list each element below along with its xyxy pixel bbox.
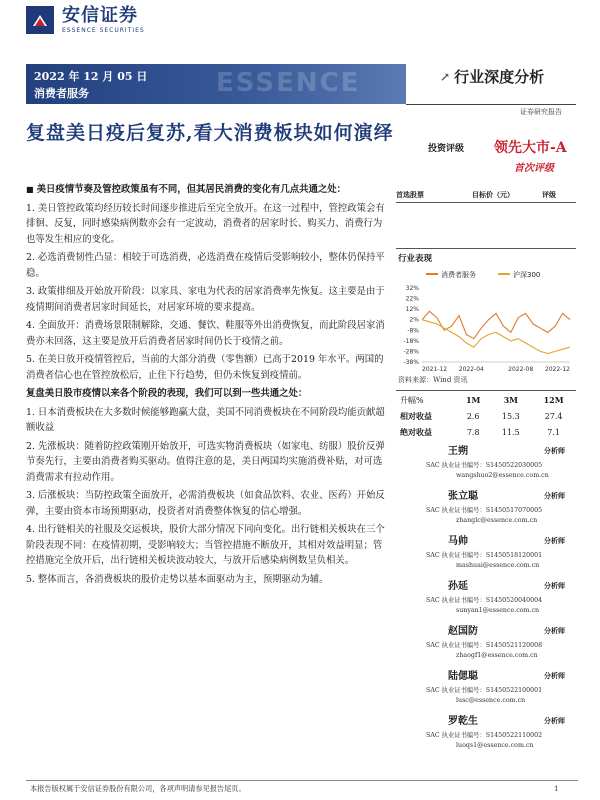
table-row: 相对收益 2.6 15.3 27.4 [400, 410, 563, 421]
analyst-role: 分析师 [544, 446, 565, 455]
analyst-role: 分析师 [544, 491, 565, 500]
analyst-card [396, 620, 578, 665]
y-tick-label: 22% [405, 295, 419, 303]
analyst-card [396, 530, 578, 575]
logo-mark-icon [26, 6, 56, 34]
section-rule [396, 248, 576, 249]
section-heading-2: 复盘美日股市疫情以来各个阶段的表现，我们可以到一些共通之处： [26, 388, 308, 399]
series-line [422, 311, 570, 338]
analyst-name: 赵国防 [448, 626, 478, 637]
paragraph: 4. 全面放开：消费场景限制解除，交通、餐饮、鞋服等外出消费恢复，而此阶段居家消费亦未回落，这主要是放开后消费者居家时间仍长于疫情之前。 [26, 320, 385, 347]
analyst-email[interactable]: sunyan1@essence.com.cn [456, 607, 540, 614]
rating-label: 投资评级 [428, 144, 465, 154]
analyst-sac: SAC 执业证书编号：S1450517070005 [426, 507, 543, 514]
analyst-card [396, 575, 578, 620]
paragraph: 5. 整体而言，各消费板块的股价走势以基本面驱动为主，预期驱动为辅。 [26, 573, 329, 585]
paragraph: 1. 日本消费板块在大多数时候能够跑赢大盘，美国不同消费板块在不同阶段均能贡献超额收益 [26, 406, 385, 433]
chart-source: 资料来源：Wind 资讯 [398, 376, 468, 384]
x-tick-label: 2022-12 [544, 366, 570, 373]
paragraph: 4. 出行链相关的社服及交运板块，股价大部分情况下同向变化。出行链相关板块在三个阶段表现不同：在疫情初期，受影响较大；当管控措施不断放开，其相对效益明显；管控措施完全放开后，出行链相关板块波动较大，与放开后感染病例数呈负相关。 [26, 524, 385, 566]
analyst-role: 分析师 [544, 536, 565, 545]
table-header-12m: 12M [543, 395, 564, 405]
analyst-role: 分析师 [544, 671, 565, 680]
report-summary [26, 182, 388, 590]
stock-col-name: 首选股票 [396, 190, 424, 199]
analyst-sac: SAC 执业证书编号：S1450521120008 [426, 642, 543, 649]
y-tick-label: 32% [405, 285, 419, 292]
y-tick-label: 2% [409, 316, 419, 324]
banner-watermark: ESSENCE [216, 68, 361, 98]
report-sector: 消费者服务 [34, 87, 89, 100]
analyst-name: 张立聪 [448, 491, 478, 502]
stock-picks-rule [396, 202, 576, 203]
report-subtype: 证券研究报告 [520, 108, 562, 116]
analyst-list [396, 440, 578, 755]
footer-divider [26, 780, 578, 781]
y-tick-label: -38% [403, 359, 419, 366]
legend-label: 沪深300 [513, 271, 541, 279]
analyst-email[interactable]: lusc@essence.com.cn [456, 697, 526, 704]
report-type [440, 66, 544, 87]
series-line [422, 320, 570, 354]
paragraph: 1. 美日管控政策均经历较长时间逐步推进后至完全放开。在这一过程中，管控政策会有排徊、反复，同时感染病例数亦会有一定波动，消费者的居家时长、购买力、消费行为也等发生相应的变化。 [26, 202, 385, 245]
header-banner [26, 64, 406, 104]
company-logo [26, 6, 145, 34]
analyst-card [396, 665, 578, 710]
table-header-label: 升幅% [400, 395, 424, 405]
y-tick-label: -18% [403, 337, 419, 345]
analyst-sac: SAC 执业证书编号：S1450522030005 [426, 462, 543, 469]
analyst-sac: SAC 执业证书编号：S1450522100001 [426, 687, 543, 694]
performance-table [398, 392, 576, 440]
x-tick-label: 2021-12 [422, 366, 448, 373]
page-number: 1 [554, 784, 559, 793]
analyst-card [396, 440, 578, 485]
table-row: 绝对收益 7.8 11.5 7.1 [400, 426, 560, 437]
chart-line-icon: ↗ [440, 69, 451, 84]
table-header-3m: 3M [503, 395, 518, 405]
analyst-sac: SAC 执业证书编号：S1450518120001 [426, 552, 543, 559]
paragraph: 3. 后涨板块：当防控政策全面放开，必需消费板块（如食品饮料、农业、医药）开始反弹，主要由资本市场预期驱动，投资者对消费整体恢复的信心增强。 [26, 490, 385, 517]
y-tick-label: -28% [403, 348, 419, 356]
industry-performance-title: 行业表现 [398, 254, 433, 264]
paragraph: 5. 在美日放开疫情管控后，当前的大部分消费（零售额）已高于2019 年水平。两国的消费者信心也在管控放松后，止住下行趋势，但仍未恢复到疫情前。 [26, 354, 384, 381]
report-title: 复盘美日疫后复苏,看大消费板块如何演绎 [26, 122, 394, 144]
analyst-role: 分析师 [544, 581, 565, 590]
logo-name-en: ESSENCE SECURITIES [62, 26, 145, 34]
analyst-email[interactable]: zhaogf1@essence.com.cn [456, 652, 538, 659]
analyst-name: 罗乾生 [448, 716, 478, 727]
header-divider [406, 104, 576, 105]
rating-sub: 首次评级 [514, 163, 554, 174]
section-heading-1: ■ 美日疫情节奏及管控政策虽有不同，但其居民消费的变化有几点共通之处： [26, 184, 346, 195]
y-tick-label: -8% [407, 327, 419, 335]
analyst-email[interactable]: wangshuo2@essence.com.cn [456, 472, 549, 479]
performance-chart [398, 266, 576, 374]
legend-label: 消费者服务 [441, 271, 476, 279]
stock-col-rating: 评级 [542, 190, 556, 199]
table-header-row [398, 392, 576, 408]
paragraph: 2. 必选消费韧性凸显：相较于可选消费，必选消费在疫情后受影响较小，整体仍保持平稳。 [26, 252, 385, 279]
analyst-email[interactable]: luoqs1@essence.com.cn [456, 742, 534, 749]
rating-value: 领先大市-A [494, 140, 567, 156]
report-date: 2022 年 12 月 05 日 [34, 70, 148, 83]
analyst-name: 王朔 [448, 446, 468, 457]
analyst-sac: SAC 执业证书编号：S1450520040004 [426, 597, 543, 604]
analyst-card [396, 710, 578, 755]
analyst-sac: SAC 执业证书编号：S1450522110002 [426, 732, 543, 739]
analyst-email[interactable]: zhanglc@essence.com.cn [456, 517, 538, 524]
analyst-name: 孙延 [448, 581, 468, 592]
table-top-rule [396, 390, 576, 391]
analyst-role: 分析师 [544, 716, 565, 725]
square-bullet-icon: ■ [26, 184, 34, 194]
paragraph: 2. 先涨板块：随着防控政策刚开始放开，可选实物消费板块（如家电、纺服）股价反弹节奏先行，主要由消费者购买驱动。值得注意的是，美日两国均实施消费补贴，对可选消费需求有拉动作用。 [26, 440, 385, 483]
y-tick-label: 12% [405, 306, 419, 314]
footer-disclaimer: 本报告版权属于安信证券股份有限公司，各项声明请参见报告尾页。 [30, 784, 246, 793]
logo-name-cn: 安信证券 [62, 4, 138, 26]
x-tick-label: 2022-08 [508, 366, 534, 373]
report-type-label: 行业深度分析 [454, 68, 545, 86]
stock-picks-header [396, 190, 576, 200]
analyst-name: 马帅 [448, 536, 468, 547]
stock-col-target: 目标价（元） [472, 190, 514, 199]
x-tick-label: 2022-04 [458, 366, 484, 373]
analyst-card [396, 485, 578, 530]
analyst-role: 分析师 [544, 626, 565, 635]
analyst-email[interactable]: mashuai@essence.com.cn [456, 562, 540, 569]
analyst-name: 陆偲聪 [448, 671, 478, 682]
table-header-1m: 1M [465, 395, 481, 405]
paragraph: 3. 政策排细及开始放开阶段：以家具、家电为代表的居家消费率先恢复。这主要是由于疫情期间消费者居家时间延长，对居家环境的要求提高。 [26, 286, 385, 313]
